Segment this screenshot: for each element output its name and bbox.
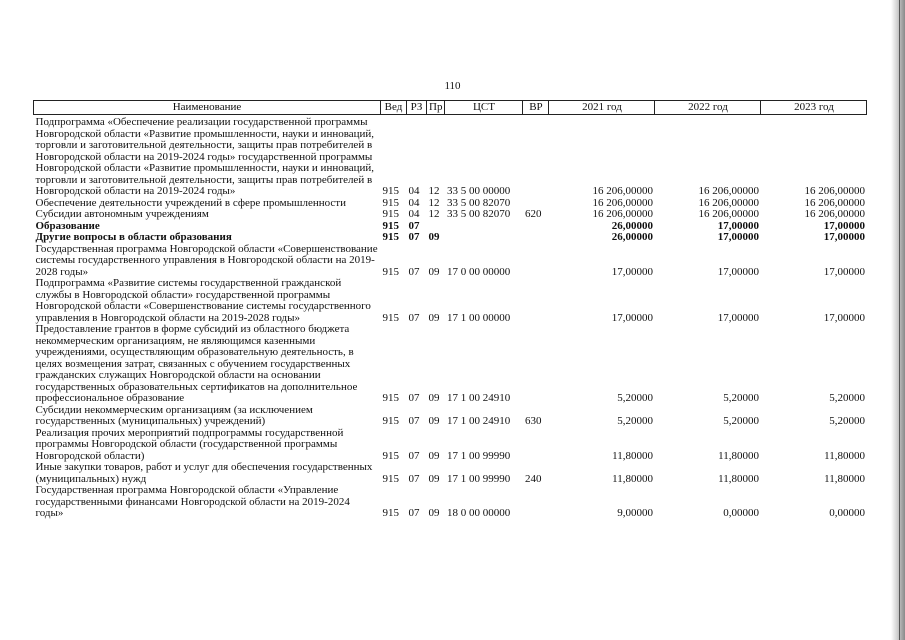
row-name: Образование <box>35 219 100 232</box>
row-2022: 5,20000 <box>723 392 759 404</box>
row-vr: 630 <box>524 415 542 427</box>
row-rz: 07 <box>408 472 420 485</box>
row-2023: 17,00000 <box>823 219 865 232</box>
row-cst <box>445 232 523 244</box>
row-rz: 07 <box>408 392 420 404</box>
row-vr <box>523 428 549 463</box>
table-row <box>34 232 867 244</box>
col-header-2022: 2022 год <box>655 101 761 115</box>
row-pr: 09 <box>428 415 440 427</box>
row-cst: 17 1 00 24910 <box>446 415 511 427</box>
row-ved: 915 <box>382 265 399 278</box>
row-name: Государственная программа Новгородской области «Управление государственными финансами Новгородской области на 2019-2024 годы» <box>35 484 350 519</box>
row-pr: 12 <box>428 208 440 220</box>
table-row <box>34 278 867 324</box>
row-2022: 17,00000 <box>717 219 759 232</box>
row-rz: 04 <box>408 196 420 209</box>
row-rz: 07 <box>408 449 420 462</box>
table-row <box>34 115 867 198</box>
row-2022: 17,00000 <box>717 265 759 278</box>
row-2023: 16 206,00000 <box>804 185 865 197</box>
row-2021: 17,00000 <box>611 265 653 278</box>
row-vr <box>523 232 549 244</box>
row-2021: 5,20000 <box>617 392 653 404</box>
row-name: Государственная программа Новгородской области «Совершенствование системы государственного управления в Новгородской области на 2019-2028 годы» <box>35 242 378 278</box>
row-2023: 17,00000 <box>823 311 865 324</box>
scan-edge-shadow <box>891 0 905 640</box>
table-row <box>34 209 867 221</box>
row-ved: 915 <box>382 472 399 485</box>
row-name: Обеспечение деятельности учреждений в сфере промышленности <box>35 196 346 209</box>
row-2023: 5,20000 <box>829 392 865 404</box>
row-2023: 16 206,00000 <box>804 208 865 220</box>
row-2021: 26,00000 <box>611 231 653 243</box>
row-rz: 07 <box>408 265 420 278</box>
row-pr: 09 <box>428 265 440 278</box>
col-header-vr: ВР <box>523 101 549 115</box>
row-ved: 915 <box>382 507 399 519</box>
row-cst <box>445 221 523 233</box>
row-2023: 11,80000 <box>824 449 865 462</box>
row-name: Подпрограмма «Развитие системы государственной гражданской службы в Новгородской области» государственной программы Новгородской области «Совершенствование системы государственного управления в Новгородской области на 2019-2028 годы» <box>35 277 371 324</box>
row-2021: 17,00000 <box>611 311 653 324</box>
row-2022: 11,80000 <box>718 472 759 485</box>
table-row <box>34 485 867 520</box>
row-name: Субсидии некоммерческим организациям (за исключением государственных (муниципальных) учреждений) <box>35 403 313 427</box>
budget-table <box>33 100 867 520</box>
row-rz: 07 <box>408 231 420 243</box>
row-2021: 16 206,00000 <box>592 208 653 220</box>
row-2022: 5,20000 <box>723 415 759 427</box>
row-2022: 17,00000 <box>717 311 759 324</box>
row-2023: 0,00000 <box>829 507 865 519</box>
row-name: Реализация прочих мероприятий подпрограммы государственной программы Новгородской области (государственной программы Новгородской области) <box>35 426 344 462</box>
table-row <box>34 324 867 405</box>
row-name: Иные закупки товаров, работ и услуг для обеспечения государственных (муниципальных) нужд <box>35 461 373 485</box>
row-2022: 16 206,00000 <box>698 185 759 197</box>
row-pr: 12 <box>428 185 440 197</box>
row-vr <box>523 278 549 324</box>
col-header-cst: ЦСТ <box>445 101 523 115</box>
row-2021: 16 206,00000 <box>592 185 653 197</box>
row-name: Подпрограмма «Обеспечение реализации государственной программы Новгородской области «Развитие промышленности, науки и инноваций, торговли и заготовительной деятельности, защиты прав потребителей в Новгородской области на 2019-2024 годы» государственной программы Новгородской области «Развитие промышленности, науки и инноваций, торговли и заготовительной деятельности, защиты прав потребителей в Новгородской области на 2019-2024 годы» <box>35 116 375 197</box>
table-row <box>34 428 867 463</box>
row-ved: 915 <box>382 231 399 243</box>
col-header-rz: РЗ <box>407 101 427 115</box>
row-ved: 915 <box>382 208 399 220</box>
row-vr <box>523 324 549 405</box>
row-2023: 17,00000 <box>823 231 865 243</box>
row-2021: 9,00000 <box>617 507 653 519</box>
row-rz: 04 <box>408 185 420 197</box>
row-ved: 915 <box>382 196 399 209</box>
row-2022: 11,80000 <box>718 449 759 462</box>
row-ved: 915 <box>382 449 399 462</box>
row-vr: 620 <box>524 208 542 220</box>
row-ved: 915 <box>382 185 399 197</box>
col-header-2023: 2023 год <box>761 101 867 115</box>
table-row <box>34 405 867 428</box>
row-ved: 915 <box>382 311 399 324</box>
row-name: Субсидии автономным учреждениям <box>35 208 209 220</box>
row-vr <box>523 115 549 198</box>
row-2023: 5,20000 <box>829 415 865 427</box>
row-pr: 12 <box>428 196 440 209</box>
row-cst: 17 1 00 24910 <box>446 392 511 404</box>
row-pr: 09 <box>428 311 440 324</box>
row-ved: 915 <box>382 392 399 404</box>
table-row <box>34 462 867 485</box>
row-rz: 07 <box>408 415 420 427</box>
page-number: 110 <box>444 80 461 92</box>
row-rz: 07 <box>408 219 420 232</box>
row-name: Предоставление грантов в форме субсидий из областного бюджета некоммерческим организациям, не являющимся казенными учреждениями, осуществляющим образовательную деятельность, в целях возмещения затрат, связанных с обучением государственных гражданских служащих Новгородской области на основании государственных образовательных сертификатов на дополнительное профессиональное образование <box>35 323 358 404</box>
row-cst: 33 5 00 82070 <box>446 196 511 209</box>
row-2022: 17,00000 <box>717 231 759 243</box>
row-2021: 16 206,00000 <box>592 196 653 209</box>
row-cst: 33 5 00 82070 <box>446 208 511 220</box>
row-vr <box>523 244 549 279</box>
row-ved: 915 <box>382 219 399 232</box>
row-cst: 17 0 00 00000 <box>446 265 511 278</box>
row-cst: 18 0 00 00000 <box>446 507 511 519</box>
row-2022: 0,00000 <box>723 507 759 519</box>
row-pr: 09 <box>428 507 440 519</box>
row-2023: 17,00000 <box>823 265 865 278</box>
table-row <box>34 244 867 279</box>
row-pr: 09 <box>428 231 440 243</box>
row-name: Другие вопросы в области образования <box>35 231 232 243</box>
row-cst: 17 1 00 99990 <box>446 449 511 462</box>
header-row <box>34 101 867 115</box>
row-2021: 5,20000 <box>617 415 653 427</box>
row-rz: 07 <box>408 311 420 324</box>
row-2021: 11,80000 <box>612 472 653 485</box>
row-pr: 09 <box>428 472 440 485</box>
row-2023: 11,80000 <box>824 472 865 485</box>
row-pr: 09 <box>428 392 440 404</box>
row-vr <box>523 221 549 233</box>
row-2023: 16 206,00000 <box>804 196 865 209</box>
col-header-ved: Вед <box>381 101 407 115</box>
col-header-2021: 2021 год <box>549 101 655 115</box>
row-rz: 04 <box>408 208 420 220</box>
row-2021: 11,80000 <box>612 449 653 462</box>
row-vr <box>523 485 549 520</box>
row-cst: 17 1 00 00000 <box>446 311 511 324</box>
row-cst: 33 5 00 00000 <box>446 185 511 197</box>
row-cst: 17 1 00 99990 <box>446 472 511 485</box>
row-vr: 240 <box>524 472 542 485</box>
row-2022: 16 206,00000 <box>698 208 759 220</box>
col-header-pr: Пр <box>427 101 445 115</box>
row-2021: 26,00000 <box>611 219 653 232</box>
row-rz: 07 <box>408 507 420 519</box>
row-ved: 915 <box>382 415 399 427</box>
row-2022: 16 206,00000 <box>698 196 759 209</box>
col-header-name: Наименование <box>34 101 381 115</box>
row-pr: 09 <box>428 449 440 462</box>
